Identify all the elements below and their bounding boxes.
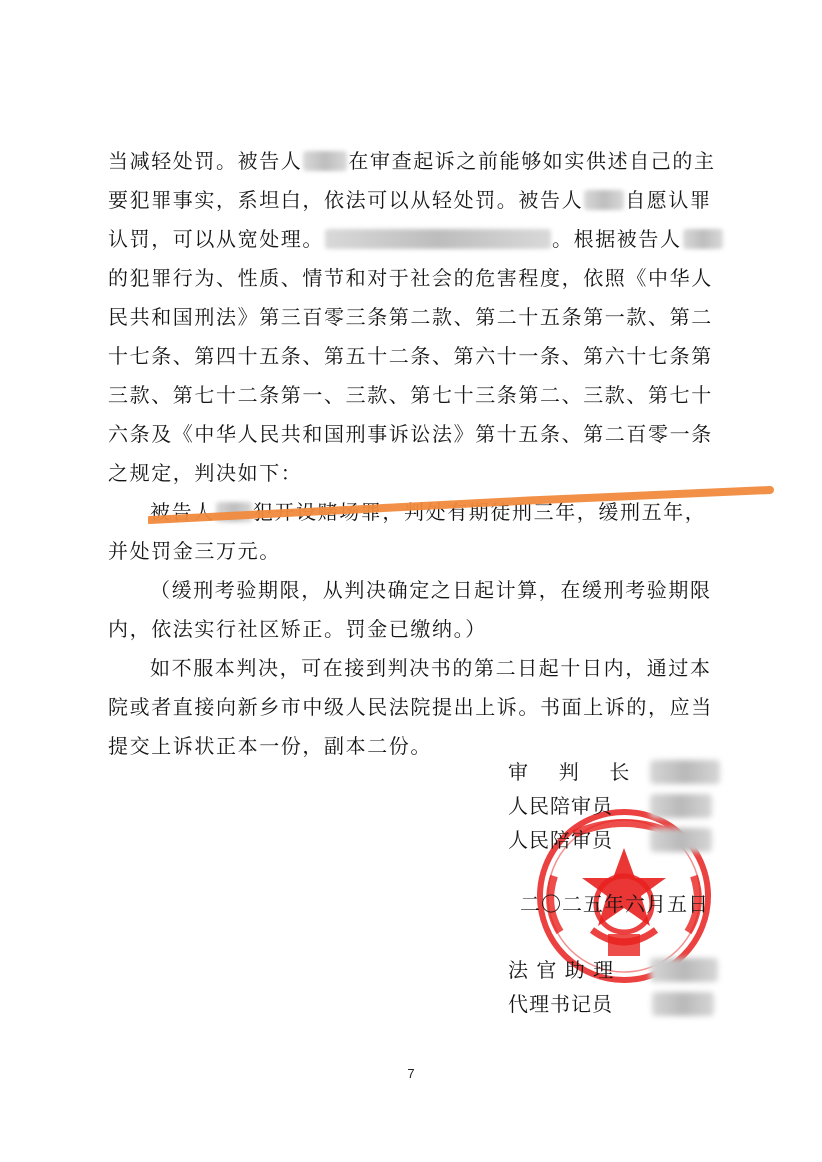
text-line-14: 如不服本判决，可在接到判决书的第二日起十日内，通过本 [150,656,712,680]
text-line-9: 之规定，判决如下： [108,461,303,485]
text-line-16: 提交上诉状正本一份，副本二份。 [108,734,432,758]
chief-judge-label: 审 判 长 [508,760,636,784]
redacted-clerk-name [652,992,714,1016]
text-line-1 [108,149,716,173]
page-number: 7 [407,1066,415,1081]
redacted-juror-2-name [650,828,712,852]
text-segment: 认罚，可以从宽处理。 [108,227,324,251]
text-line-3 [108,227,724,251]
text-line-13: 内，依法实行社区矫正。罚金已缴纳。） [108,617,487,641]
redacted-assistant-name [650,958,718,982]
text-segment: 要犯罪事实，系坦白，依法可以从轻处罚。被告人 [108,188,584,212]
redacted-text [325,229,551,249]
text-line-15: 院或者直接向新乡市中级人民法院提出上诉。书面上诉的，应当 [108,695,713,719]
text-line-5: 民共和国刑法》第三百零三条第二款、第二十五条第一款、第二 [108,305,713,329]
redacted-chief-judge-name [650,760,720,784]
highlight-underline [148,484,778,524]
redacted-juror-1-name [650,794,712,818]
text-line-6: 十七条、第四十五条、第五十二条、第六十一条、第六十七条第 [108,344,713,368]
text-line-2 [108,188,712,212]
text-line-11: 并处罚金三万元。 [108,539,281,563]
text-line-4: 的犯罪行为、性质、情节和对于社会的危害程度，依照《中华人 [108,266,713,290]
text-segment: 被告人 [150,500,215,524]
judgment-date: 二〇二五年六月五日 [520,892,709,916]
juror-2-label: 人民陪审员 [508,828,613,852]
text-segment: 自愿认罪 [625,188,712,212]
text-segment: 。根据被告人 [552,227,682,251]
text-line-12: （缓刑考验期限，从判决确定之日起计算，在缓刑考验期限 [150,578,712,602]
text-line-7: 三款、第七十二条第一、三款、第七十三条第二、三款、第七十 [108,383,713,407]
assistant-label: 法 官 助 理 [508,958,615,982]
text-segment: 犯开设赌场罪，判处有期徒刑三年，缓刑五年， [252,500,707,524]
juror-1-label: 人民陪审员 [508,794,613,818]
text-line-8: 六条及《中华人民共和国刑事诉讼法》第十五条、第二百零一条 [108,422,713,446]
redacted-name [303,151,347,171]
text-segment: 当减轻处罚。被告人 [108,149,303,173]
text-segment: 在审查起诉之前能够如实供述自己的主 [348,149,716,173]
redacted-name [584,190,624,210]
clerk-label: 代理书记员 [508,992,613,1016]
redacted-name [683,229,723,249]
